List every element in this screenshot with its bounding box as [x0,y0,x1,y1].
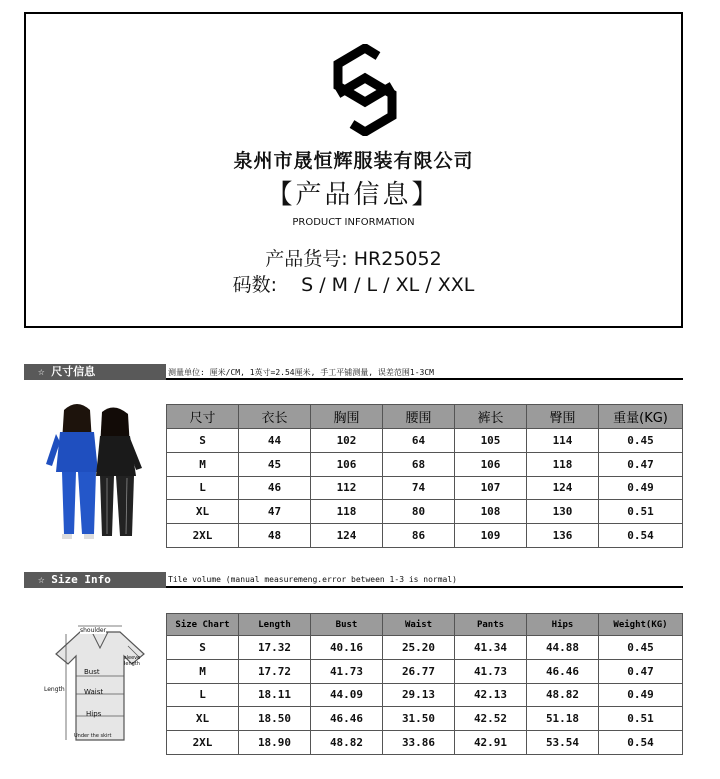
table-cell: XL [167,707,239,731]
table-cell: 74 [383,476,455,500]
column-header: Weight(KG) [599,614,683,636]
product-info-subtitle: PRODUCT INFORMATION [292,217,415,228]
column-header: Bust [311,614,383,636]
table-cell: 42.91 [455,731,527,755]
brand-logo-icon [330,44,400,136]
table-row [167,452,683,476]
table-cell: 26.77 [383,659,455,683]
table-cell: 2XL [167,731,239,755]
table-cell: 2XL [167,524,239,548]
table-cell: 106 [311,452,383,476]
size-table-inch [166,613,683,755]
table-cell: 0.49 [599,476,683,500]
table-cell: 48.82 [311,731,383,755]
table-cell: 47 [239,500,311,524]
table-cell: 33.86 [383,731,455,755]
column-header: Pants [455,614,527,636]
table-cell: 18.90 [239,731,311,755]
diagram-label-shoulder: shoulder [80,627,107,634]
table-cell: 136 [527,524,599,548]
diagram-label-hips: Hips [86,710,102,718]
table-cell: 124 [311,524,383,548]
column-header: Length [239,614,311,636]
diagram-label-sleeve: sleeve length [124,655,141,667]
size-range-label: 码数: [232,274,278,296]
table-cell: 0.45 [599,636,683,660]
table-row [167,636,683,660]
table-cell: 0.45 [599,429,683,453]
table-cell: 114 [527,429,599,453]
table-cell: 0.54 [599,524,683,548]
table-cell: S [167,636,239,660]
table-cell: 86 [383,524,455,548]
table-cell: 118 [527,452,599,476]
company-name: 泉州市晟恒辉服装有限公司 [233,150,474,172]
table-cell: 40.16 [311,636,383,660]
measurement-diagram [40,620,160,750]
section-size-info-cn-note: 测量单位: 厘米/CM, 1英寸=2.54厘米, 手工平铺测量, 误差范围1-3CM [168,368,434,377]
table-cell: 80 [383,500,455,524]
section-divider [166,586,683,588]
table-row [167,476,683,500]
column-header: 重量(KG) [599,405,683,429]
diagram-label-length: Length [44,686,65,693]
table-cell: 46 [239,476,311,500]
table-row [167,659,683,683]
table-cell: 45 [239,452,311,476]
diagram-label-bust: Bust [84,668,100,676]
item-number-line [26,244,681,271]
column-header: Size Chart [167,614,239,636]
table-cell: 41.34 [455,636,527,660]
table-cell: 0.47 [599,659,683,683]
table-cell: 112 [311,476,383,500]
table-cell: 0.49 [599,683,683,707]
column-header: 胸围 [311,405,383,429]
column-header: 裤长 [455,405,527,429]
table-row [167,683,683,707]
table-cell: 48.82 [527,683,599,707]
table-cell: 48 [239,524,311,548]
size-range-line [26,270,681,297]
table-cell: 0.51 [599,500,683,524]
table-cell: 46.46 [527,659,599,683]
table-cell: 107 [455,476,527,500]
table-header-row [167,405,683,429]
column-header: 衣长 [239,405,311,429]
section-size-info-cn-title: ☆ 尺寸信息 [24,364,166,380]
section-size-info-en-note: Tile volume (manual measuremeng.error between 1-3 is normal) [168,575,457,584]
table-cell: 0.51 [599,707,683,731]
product-info-title: 【产品信息】 [266,180,441,210]
item-number-label: 产品货号: [265,248,348,270]
table-cell: M [167,659,239,683]
table-row [167,707,683,731]
table-row [167,524,683,548]
table-cell: 42.52 [455,707,527,731]
table-cell: 44.88 [527,636,599,660]
column-header: Hips [527,614,599,636]
table-row [167,731,683,755]
size-range-value: S / M / L / XL / XXL [301,274,475,296]
diagram-label-waist: Waist [84,688,104,696]
table-cell: 102 [311,429,383,453]
table-cell: 17.72 [239,659,311,683]
table-cell: 25.20 [383,636,455,660]
column-header: 腰围 [383,405,455,429]
table-row [167,500,683,524]
table-cell: L [167,683,239,707]
section-divider [166,378,683,380]
table-cell: 42.13 [455,683,527,707]
size-table-cm [166,404,683,548]
table-cell: 68 [383,452,455,476]
table-cell: 0.54 [599,731,683,755]
diagram-label-under-skirt: Under the skirt [74,733,112,739]
table-cell: 51.18 [527,707,599,731]
table-row [167,429,683,453]
table-cell: 105 [455,429,527,453]
table-cell: 44.09 [311,683,383,707]
table-cell: XL [167,500,239,524]
table-cell: M [167,452,239,476]
product-info-header [24,12,683,328]
table-header-row [167,614,683,636]
table-cell: 18.11 [239,683,311,707]
table-cell: 106 [455,452,527,476]
item-number-value: HR25052 [353,248,442,270]
table-cell: 41.73 [311,659,383,683]
table-cell: 130 [527,500,599,524]
column-header: Waist [383,614,455,636]
model-photo [42,402,152,542]
table-cell: 46.46 [311,707,383,731]
table-cell: 0.47 [599,452,683,476]
section-size-info-en-title: ☆ Size Info [24,572,166,588]
table-cell: 17.32 [239,636,311,660]
table-cell: 18.50 [239,707,311,731]
column-header: 臀围 [527,405,599,429]
column-header: 尺寸 [167,405,239,429]
table-cell: 108 [455,500,527,524]
table-cell: S [167,429,239,453]
table-cell: 53.54 [527,731,599,755]
table-cell: 109 [455,524,527,548]
table-cell: 29.13 [383,683,455,707]
table-cell: L [167,476,239,500]
table-cell: 124 [527,476,599,500]
table-cell: 44 [239,429,311,453]
table-cell: 31.50 [383,707,455,731]
table-cell: 41.73 [455,659,527,683]
table-cell: 64 [383,429,455,453]
table-cell: 118 [311,500,383,524]
